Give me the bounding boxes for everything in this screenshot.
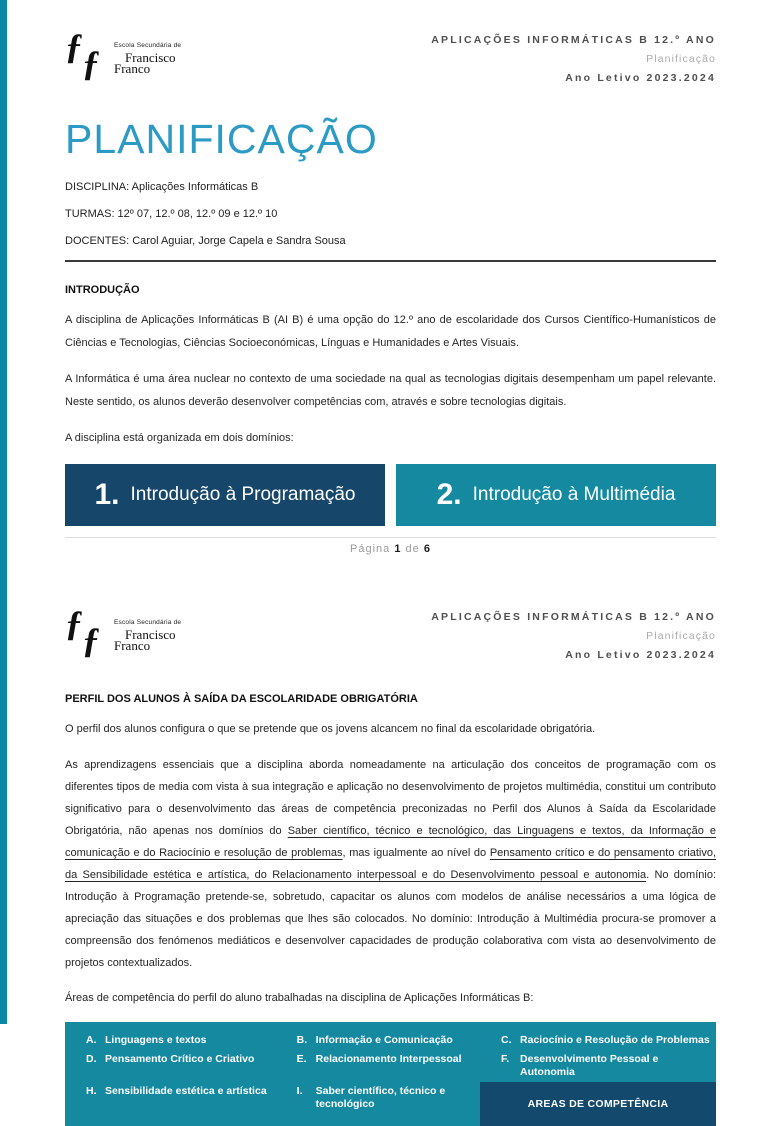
footer-pagina-label: Página xyxy=(350,543,391,555)
competency-letter: A. xyxy=(86,1034,97,1046)
meta-turmas: TURMAS: 12º 07, 12.º 08, 12.º 09 e 12.º 10 xyxy=(65,208,278,220)
meta-docentes: DOCENTES: Carol Aguiar, Jorge Capela e Sandra Sousa xyxy=(65,235,346,247)
competency-cell-c xyxy=(480,1031,716,1050)
competency-label: Raciocínio e Resolução de Problemas xyxy=(520,1034,710,1046)
meta-disciplina: DISCIPLINA: Aplicações Informáticas B xyxy=(65,181,259,193)
competency-cell-e xyxy=(276,1050,480,1082)
domain-box-multimedia xyxy=(396,464,716,526)
document-title: PLANIFICAÇÃO xyxy=(65,116,378,162)
header-right-block xyxy=(431,28,716,84)
school-name-line-franco: Franco xyxy=(114,638,151,653)
school-logo xyxy=(65,605,181,665)
areas-intro: Áreas de competência do perfil do aluno trabalhadas na disciplina de Aplicações Informáticas B: xyxy=(65,992,534,1004)
intro-paragraph-1: A disciplina de Aplicações Informáticas B (AI B) é uma opção do 12.º ano de escolaridade dos Cursos Científico-Humanísticos de Ciências e Tecnologias, Ciências Socioeconómicas, Línguas e Humanidades e Artes Visuais. xyxy=(65,314,716,349)
school-logo xyxy=(65,28,181,88)
intro-heading: INTRODUÇÃO xyxy=(65,284,140,296)
page1-footer xyxy=(65,537,716,555)
perfil-p2-underlined-1: Saber científico, técnico e tecnológico, das Linguagens e textos, da Informação e comunicação e do Raciocínio e resolução de problemas xyxy=(65,825,716,859)
competency-label: Saber científico, técnico e tecnológico xyxy=(315,1085,446,1110)
header-school-year: Ano Letivo 2023.2024 xyxy=(565,72,716,84)
competency-cell-f xyxy=(480,1050,716,1082)
competency-cell-b xyxy=(276,1031,480,1050)
domain-2-number: 2. xyxy=(436,478,462,511)
intro-paragraph-2: A Informática é uma área nuclear no contexto de uma sociedade na qual as tecnologias digitais desempenham um papel relevante. Neste sentido, os alunos deverão desenvolver competências com, através e sobre tecnologias digitais. xyxy=(65,373,716,408)
school-name-line-francisco: Francisco xyxy=(125,50,176,65)
school-name-line-franco: Franco xyxy=(114,61,151,76)
competency-cell-d xyxy=(65,1050,276,1082)
header-school-year: Ano Letivo 2023.2024 xyxy=(565,649,716,661)
perfil-paragraph-1: O perfil dos alunos configura o que se pretende que os jovens alcancem no final da escolaridade obrigatória. xyxy=(65,723,596,735)
competency-letter: D. xyxy=(86,1053,97,1065)
competency-cell-h xyxy=(65,1082,276,1114)
areas-de-competencia-badge: AREAS DE COMPETÊNCIA xyxy=(480,1082,716,1126)
domain-boxes xyxy=(65,464,716,526)
logo-f-glyph: ƒ xyxy=(82,620,100,660)
logo-f-glyph: ƒ xyxy=(82,43,100,83)
competency-letter: C. xyxy=(501,1034,512,1046)
domain-1-number: 1. xyxy=(94,478,120,511)
page2-header xyxy=(65,605,716,671)
page-2 xyxy=(65,605,716,1126)
footer-current-page: 1 xyxy=(394,543,402,555)
footer-total-pages: 6 xyxy=(423,543,431,555)
perfil-p2-text-2: , mas igualmente ao nível do xyxy=(342,847,490,859)
meta-divider xyxy=(65,260,716,262)
domain-2-label: Introdução à Multimédia xyxy=(472,484,676,505)
perfil-p2-text-1: As aprendizagens essenciais que a disciplina aborda nomeadamente na articulação dos conceitos de programação com os diferentes tipos de media com vista à sua integração e aplicação no desenvolvimento de projetos multimédia, constitui um contributo significativo para o desenvolvimento das áreas de competência preconizadas no Perfil dos Alunos à Saída da Escolaridade Obrigatória, não apenas nos domínios do xyxy=(65,759,716,837)
domain-1-label: Introdução à Programação xyxy=(130,484,356,505)
school-logo-icon xyxy=(65,605,111,665)
competency-label: Desenvolvimento Pessoal e Autonomia xyxy=(520,1053,659,1078)
competency-label: Relacionamento Interpessoal xyxy=(315,1053,462,1065)
competency-areas-table xyxy=(65,1022,716,1126)
page-1 xyxy=(65,28,716,555)
competency-letter: H. xyxy=(86,1085,97,1097)
perfil-heading: PERFIL DOS ALUNOS À SAÍDA DA ESCOLARIDADE OBRIGATÓRIA xyxy=(65,693,418,705)
header-doc-type: Planificação xyxy=(646,53,716,65)
competency-label: Informação e Comunicação xyxy=(315,1034,453,1046)
header-doc-type: Planificação xyxy=(646,630,716,642)
perfil-p2-underlined-2: Pensamento crítico e do pensamento criativo, da Sensibilidade estética e artística, do Relacionamento interpessoal e do Desenvolvimento pessoal e autonomia xyxy=(65,847,716,881)
competency-label: Pensamento Crítico e Criativo xyxy=(105,1053,255,1065)
competency-cell-i xyxy=(276,1082,480,1114)
logo-f-glyph: ƒ xyxy=(65,603,83,643)
school-logo-text xyxy=(114,28,181,77)
document-content xyxy=(65,0,716,1126)
competency-letter: E. xyxy=(296,1053,307,1065)
header-course-title: APLICAÇÕES INFORMÁTICAS B 12.º ANO xyxy=(431,611,716,623)
domain-box-programacao xyxy=(65,464,385,526)
header-course-title: APLICAÇÕES INFORMÁTICAS B 12.º ANO xyxy=(431,34,716,46)
competency-letter: B. xyxy=(296,1034,308,1046)
school-name-line-francisco: Francisco xyxy=(125,627,176,642)
intro-paragraph-3: A disciplina está organizada em dois domínios: xyxy=(65,432,294,444)
perfil-paragraph-2 xyxy=(65,754,716,974)
competency-cell-a xyxy=(65,1031,276,1050)
school-name-small: Escola Secundária de xyxy=(114,619,182,626)
page-edge-accent-bar xyxy=(0,0,7,1024)
footer-de-label: de xyxy=(405,543,420,555)
school-logo-text xyxy=(114,605,181,654)
header-right-block xyxy=(431,605,716,661)
competency-label: Sensibilidade estética e artística xyxy=(105,1085,267,1097)
school-logo-icon xyxy=(65,28,111,88)
school-name-small: Escola Secundária de xyxy=(114,42,182,49)
page1-header xyxy=(65,28,716,94)
competency-label: Linguagens e textos xyxy=(105,1034,207,1046)
logo-f-glyph: ƒ xyxy=(65,26,83,66)
perfil-p2-text-3: . No domínio: Introdução à Programação pretende-se, sobretudo, capacitar os alunos com modelos de análise necessários a uma lógica de apreciação das situações e dos problemas que lhes são colocados. No domínio: Introdução à Multimédia procura-se promover a compreensão dos fenómenos mediáticos e desenvolver capacidades de produção colaborativa com vista ao desenvolvimento de projetos contextualizados. xyxy=(65,869,716,969)
document-meta xyxy=(65,181,716,247)
competency-letter: F. xyxy=(501,1053,510,1065)
competency-letter: I. xyxy=(296,1085,303,1097)
